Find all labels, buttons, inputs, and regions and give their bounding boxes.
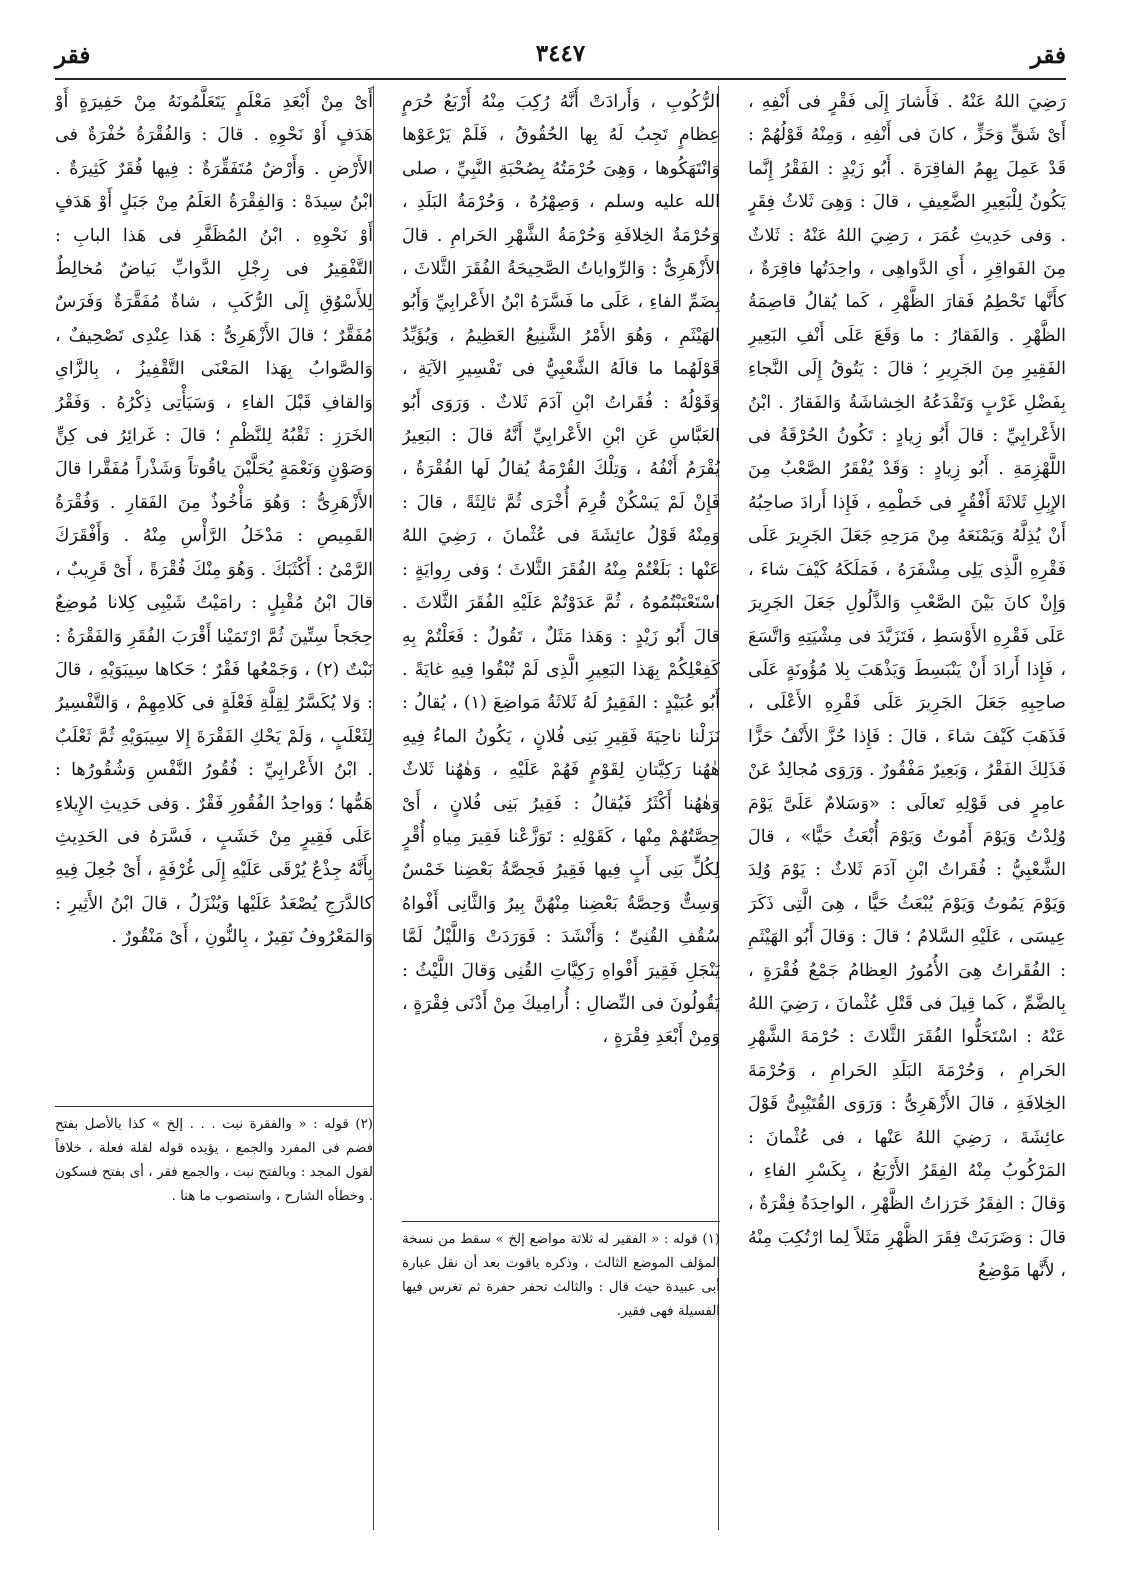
footnote-rule <box>402 1221 720 1222</box>
column-body-text: الرُّكُوبِ ، وَأَرادَتْ أَنَّهُ رُكِبَ مِنْهُ أَرْبَعُ حُرَمٍ عِظامٍ تَجِبُ لَهُ بِها الحُقُوقُ ، فَلَمْ يَرْعَوْها وَانْتَهَكُوها ، وَهِىَ حُرْمَتُهُ بِصُحْبَةِ النَّبِيِّ ، صلى الله عليه وسلم ، وَصِهْرُهُ ، وَحُرْمَةُ البَلَدِ ، وَحُرْمَةُ الخِلافَةِ وَحُرْمَةُ الشَّهْرِ الحَرامِ . قالَ الأَزْهَرِىُّ : وَالرِّواياتُ الصَّحِيحَةُ الفُقَرَ الثَّلاثَ ، بِضَمِّ الفاءِ ، عَلَى ما فَسَّرَهُ ابْنُ الأَعْرابِيِّ وَأَبُو الهَيْثَمِ ، وَهُوَ الأَمْرُ الشَّنِيعُ العَظِيمُ ، وَيُؤَيِّدُ قَوْلَهُما ما قالَهُ الشَّعْبِيُّ فى تَفْسِيرِ الآيَةِ ، وَقَوْلُهُ : فُقَراتُ ابْنِ آدَمَ ثَلاثٌ . وَرَوَى أَبُو العَبَّاسِ عَنِ ابْنِ الأَعْرابِيِّ أَنَّهُ قالَ : البَعِيرُ يُقْرَمُ أَنْفُهُ ، وَتِلْكَ القُرْمَةُ يُقالُ لَها الفُقْرَةُ ، فَإِنْ لَمْ يَسْكُنْ قُرِمَ أُخْرَى ثُمَّ ثالِثَةً ، قالَ : وَمِنْهُ قَوْلُ عائِشَةَ فى عُثْمانَ ، رَضِيَ اللهُ عَنْها : بَلَغْتُمْ مِنْهُ الفُقَرَ الثَّلاثَ ؛ وَفى رِوايَةٍ : اسْتَعْتَبْتُمُوهُ ، ثُمَّ عَدَوْتُمْ عَلَيْهِ الفُقَرَ الثَّلاثَ . قالَ أَبُو زَيْدٍ : وَهَذا مَثَلٌ ، تَقُولُ : فَعَلْتُمْ بِهِ كَفِعْلِكُمْ بِهَذا البَعِيرِ الَّذِى لَمْ تُبْقُوا فِيهِ غايَةً . أَبُو عُبَيْدٍ : الفَقِيرُ لَهُ ثَلاثَةُ مَواضِعَ (١) ، يُقالُ : نَزَلْنا ناحِيَةَ فَقِيرِ بَنِى فُلانٍ ، يَكُونُ الماءُ فِيهِ هٰهُنا رَكِيَّتانِ لِقَوْمٍ فَهُمْ عَلَيْهِ ، وَهٰهُنا ثَلاثٌ وَهٰهُنا أَكْثَرُ فَيُقالُ : فَقِيرُ بَنِى فُلانٍ ، أَىْ حِصَّتُهُمْ مِنْها ، كَقَوْلِهِ : تَوَزَّعْنا فَقِيرَ مِياهِ أُقْرٍ لِكُلٍّ بَنِى أَبٍ فِيها فَقِيرُ فَحِصَّةُ بَعْضِنا خَمْسٌ وَسِتٌّ وَحِصَّةُ بَعْضِنا مِنْهُنَّ بِيرُ وَالثَّانِى أَفْواهُ سُقُفِ القُنِىِّ ؛ وَأَنْشَدَ : فَوَرَدَتْ وَاللَّيْلُ لَمَّا يَنْجَلِ فَقِيرَ أَفْواهِ رَكِيَّاتِ القُنِى وَقالَ اللَّيْثُ : يَقُولُونَ فى النِّضالِ : أُرامِيكَ مِنْ أَدْنَى فِقْرَةٍ ، وَمِنْ أَبْعَدِ فِقْرَةٍ ، <box>402 92 720 1048</box>
page-number: ٣٤٤٧ <box>535 40 586 67</box>
column-body-text: رَضِيَ اللهُ عَنْهُ . فَأَشارَ إِلَى فَقْرٍ فى أَنْفِهِ ، أَىْ شَقٍّ وَحَزٍّ ، كانَ فى أَنْفِهِ ، وَمِنْهُ قَوْلُهُمْ : قَدْ عَمِلَ بِهِمُ الفاقِرَةَ . أَبُو زَيْدٍ : الفَقْرُ إِنَّما يَكُونُ لِلْبَعِيرِ الضَّعِيفِ ، قالَ : وَهِىَ ثَلاثُ فِقَرٍ . وَفى حَدِيثِ عُمَرَ ، رَضِيَ اللهُ عَنْهُ : ثَلاثٌ مِنَ الفَواقِرِ ، أَىِ الدَّواهِى ، واحِدَتُها فاقِرَةٌ ، كأَنَّها تَحْطِمُ فَقارَ الظَّهْرِ ، كَما يُقالُ قاصِمَةُ الظَّهْرِ . وَالفَقارُ : ما وَقَعَ عَلَى أَنْفِ البَعِيرِ الفَقِيرِ مِنَ الجَرِيرِ ؛ قالَ : يَتُوقُ إِلَى النَّجاءِ بِفَضْلِ غَرْبٍ وَتَقْدَعُهُ الخِشاشَةُ وَالفَقارُ . ابْنُ الأَعْرابِيِّ : قالَ أَبُو زِيادٍ : تَكُونُ الحُرْقَةُ فى اللَّهْزِمَةِ . أَبُو زِيادٍ : وَقَدْ يُفْقَرُ الصَّعْبُ مِنَ الإِبِلِ ثَلاثَةَ أَفْقُرٍ فى خَطْمِهِ ، فَإِذا أَرادَ صاحِبُهُ أَنْ يُذِلَّهُ وَيَمْنَعَهُ مِنْ مَرَحِهِ جَعَلَ الجَرِيرَ عَلَى فَقْرِهِ الَّذِى يَلِى مِشْفَرَهُ ، فَمَلَكَهُ كَيْفَ شاءَ ، وَإِنْ كانَ بَيْنَ الصَّعْبِ وَالذَّلُولِ جَعَلَ الجَرِيرَ عَلَى فَقْرِهِ الأَوْسَطِ ، فَتَزَيَّدَ فى مِشْيَتِهِ وَاتَّسَعَ ، فَإِذا أَرادَ أَنْ يَنْبَسِطَ وَيَذْهَبَ بِلا مُؤُونَةٍ عَلَى صاحِبِهِ جَعَلَ الجَرِيرَ عَلَى فَقْرِهِ الأَعْلَى ، فَذَهَبَ كَيْفَ شاءَ ، قالَ : فَإِذا حُزَّ الأَنْفُ حَزًّا فَذَلِكَ الفَقْرُ ، وَبَعِيرٌ مَفْقُورٌ . وَرَوَى مُجالِدٌ عَنْ عامِرٍ فى قَوْلِهِ تَعالَى : «وَسَلامٌ عَلَىَّ يَوْمَ وُلِدْتُ وَيَوْمَ أَمُوتُ وَيَوْمَ أُبْعَثُ حَيًّا» ، قالَ الشَّعْبِيُّ : فُقَراتُ ابْنِ آدَمَ ثَلاثٌ : يَوْمَ وُلِدَ وَيَوْمَ يَمُوتُ وَيَوْمَ يُبْعَثُ حَيًّا ، هِىَ الَّتِى ذَكَرَ عِيسَى ، عَلَيْهِ السَّلامُ ؛ قالَ : وَقالَ أَبُو الهَيْثَمِ : الفُقَراتُ هِىَ الأُمُورُ العِظامُ جَمْعُ فُقْرَةٍ ، بِالضَّمِّ ، كَما قِيلَ فى قَتْلِ عُثْمانَ ، رَضِيَ اللهُ عَنْهُ : اسْتَحَلُّوا الفُقَرَ الثَّلاثَ : حُرْمَةَ الشَّهْرِ الحَرامِ ، وَحُرْمَةَ البَلَدِ الحَرامِ ، وَحُرْمَةَ الخِلافَةِ ، قالَ الأَزْهَرِىُّ : وَرَوَى القُتَيْبِىُّ قَوْلَ عائِشَةَ ، رَضِيَ اللهُ عَنْها ، فى عُثْمانَ : المَرْكُوبُ مِنْهُ الفِقَرُ الأَرْبَعُ ، بِكَسْرِ الفاءِ ، وَقالَ : الفِقَرُ خَرَزاتُ الظَّهْرِ ، الواحِدَةُ فِقْرَةٌ ، قالَ : وَضَرَبَتْ فِقَرَ الظَّهْرِ مَثَلاً لِما ارْتُكِبَ مِنْهُ ، لأَنَّها مَوْضِعُ <box>748 92 1066 1282</box>
column-body-text: أَىْ مِنْ أَبْعَدِ مَعْلَمٍ يَتَعَلَّمُونَهُ مِنْ حَفِيرَةٍ أَوْ هَدَفٍ أَوْ نَحْوِهِ . قالَ : وَالفُقْرَةُ حُفْرَةٌ فى الأَرْضِ . وَأَرْضٌ مُتَفَقِّرَةٌ : فِيها فُقَرٌ كَثِيرَةٌ . ابْنُ سِيدَهْ : وَالفِقْرَةُ العَلَمُ مِنْ جَبَلٍ أَوْ هَدَفٍ أَوْ نَحْوِهِ . ابْنُ المُظَفَّرِ فى هَذا البابِ : التَّفْقِيرُ فى رِجْلِ الدَّوابِّ بَياضٌ مُخالِطٌ لِلأَسْوُقِ إِلَى الرُّكَبِ ، شاةٌ مُفَقَّرَةٌ وَفَرَسٌ مُفَقَّرٌ ؛ قالَ الأَزْهَرِىُّ : هَذا عِنْدِى تَصْحِيفٌ ، وَالصَّوابُ بِهَذا المَعْنَى التَّقْفِيزُ ، بِالزَّاىِ وَالقافِ قَبْلَ الفاءِ ، وَسَيَأْتِى ذِكْرُهُ . وَفَقْرُ الخَرَزِ : ثَقْبُهُ لِلنَّظْمِ ؛ قالَ : غَرائِرُ فى كِنٍّ وَصَوْنٍ وَنَعْمَةٍ يُحَلَّيْنَ ياقُوتاً وَشَذْراً مُفَقَّرا قالَ الأَزْهَرِىُّ : وَهُوَ مَأْخُوذٌ مِنَ الفَقارِ . وَفُقْرَةُ القَمِيصِ : مَدْخَلُ الرَّأْسِ مِنْهُ . وَأَفْقَرَكَ الرَّمْىُ : أَكْثَبَكَ . وَهُوَ مِنْكَ فُقْرَةً ، أَىْ قَرِيبٌ ، قالَ ابْنُ مُقْبِلٍ : رامَيْتُ شَيْبِى كِلانا مُوضِعٌ حِجَجاً سِتِّينَ ثُمَّ ارْتَمَيْنا أَقْرَبَ الفُقَرِ وَالفَقْرَةُ : نَبْتٌ (٢) ، وَجَمْعُها فَقْرٌ ؛ حَكاها سِيبَوَيْهِ ، قالَ : وَلا يُكَسَّرُ لِقِلَّةِ فَعْلَةٍ فى كَلامِهِمْ ، وَالتَّفْسِيرُ لِثَعْلَبٍ ، وَلَمْ يَحْكِ الفَقْرَةَ إِلا سِيبَوَيْهِ ثُمَّ ثَعْلَبٌ . ابْنُ الأَعْرابِيِّ : فُقُورُ النَّفْسِ وَشُقُورُها : هَمُّها ؛ وَواحِدُ الفُقُورِ فَقْرٌ . وَفى حَدِيثِ الإِيلاءِ عَلَى فَقِيرٍ مِنْ خَشَبٍ ، فَسَّرَهُ فى الحَدِيثِ بِأَنَّهُ جِذْعٌ يُرْقَى عَلَيْهِ إِلَى غُرْفَةٍ ، أَىْ جُعِلَ فِيهِ كالدَّرَجِ يُصْعَدُ عَلَيْها وَيُنْزَلُ ، قالَ ابْنُ الأَثِيرِ : وَالمَعْرُوفُ نَقِيرٌ ، بِالنُّونِ ، أَىْ مَنْقُورٌ . <box>55 92 373 948</box>
header-rule <box>55 78 1066 80</box>
text-column-right <box>748 86 1066 1526</box>
page-header <box>55 40 1066 76</box>
header-root-word-left: فقر <box>55 42 91 69</box>
column-separator <box>373 86 374 1530</box>
footnote: (٢) قوله : « والفقرة نبت . . . إلخ » كذا بالأصل بفتح فضم فى المفرد والجمع ، يؤيده قوله لقلة فعلة ، خلافاً لقول المجد : وبالفتح نبت ، والجمع فقر ، أى بفتح فسكون . وخطأه الشارح ، واستصوب ما هنا . <box>55 1117 373 1204</box>
header-root-word-right: فقر <box>1030 42 1066 69</box>
footnote: (١) قوله : « الفقير له ثلاثة مواضع إلخ » سقط من نسخة المؤلف الموضع الثالث ، وذكره ياقوت بعد أن نقل عبارة أبى عبيدة حيث قال : والثالث تحفر حفرة ثم تغرس فيها الفسيلة فهى فقير. <box>402 1232 720 1319</box>
text-column-left <box>55 86 373 1526</box>
footnote-rule <box>55 1106 373 1107</box>
text-column-middle <box>402 86 720 1526</box>
